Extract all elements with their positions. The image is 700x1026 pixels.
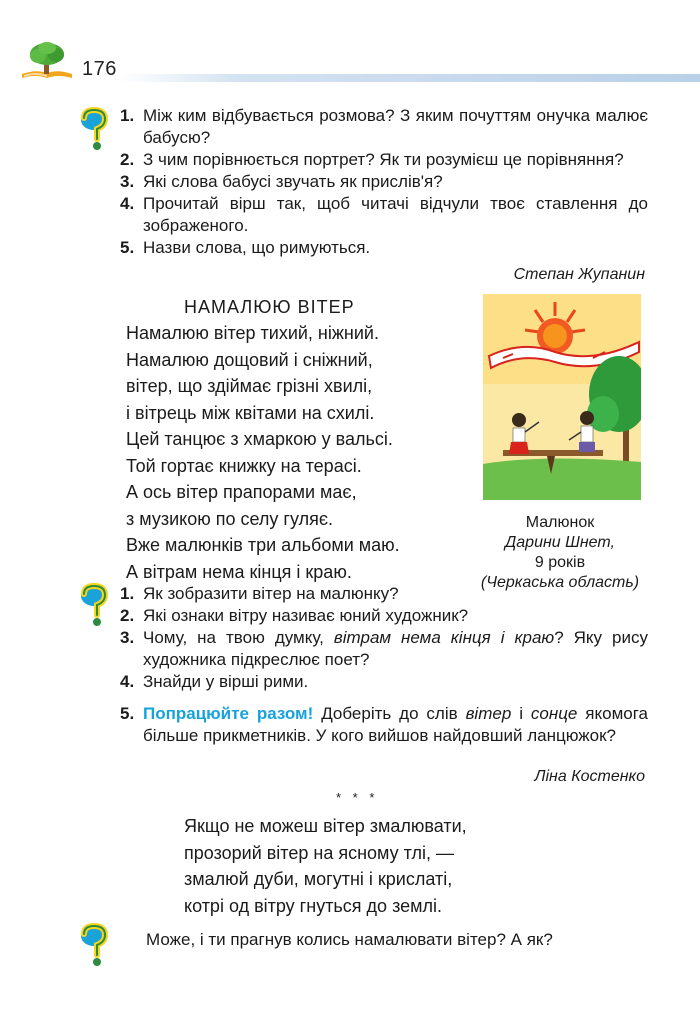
question-text: Як зобразити вітер на малюнку? [143, 584, 399, 603]
poem2-body [184, 813, 467, 919]
text-run: Доберіть до слів [313, 704, 466, 723]
poem-line: А вітрам нема кінця і краю. [126, 561, 352, 582]
final-question: Може, і ти прагнув колись намалювати вітер? А як? [146, 930, 553, 949]
list-item [120, 605, 648, 627]
list-item [120, 671, 648, 693]
page-number: 176 [82, 58, 117, 80]
list-item [120, 171, 648, 193]
question-number: 1. [120, 584, 135, 603]
question-list-1 [120, 105, 648, 259]
poem-line: Цей танцює з хмаркою у вальсі. [126, 429, 393, 449]
text-run: і [511, 704, 531, 723]
question-text: Назви слова, що римуються. [143, 238, 371, 257]
poem-title: НАМАЛЮЮ ВІТЕР [184, 297, 355, 317]
list-item [120, 149, 648, 171]
question-text: Які слова бабусі звучать як прислів'я? [143, 172, 443, 191]
poem-body [126, 320, 400, 585]
text-run: якомога більше прикметників. У кого вийшов найдовший ланцюжок? [143, 704, 648, 745]
list-item [120, 627, 648, 671]
poem-line: Намалюю дощовий і сніжний, [126, 349, 373, 370]
question-number: 2. [120, 606, 135, 625]
author-zhupanyn: Степан Жупанин [513, 266, 645, 283]
question-text: Між ким відбувається розмова? З яким почуттям онучка малює бабусю? [143, 106, 648, 147]
child-drawing-illustration [483, 294, 641, 500]
question-number: 1. [120, 106, 135, 125]
list-item [120, 583, 450, 605]
question-number: 5. [120, 704, 135, 723]
tree-book-logo-icon [16, 40, 78, 80]
list-item [120, 105, 648, 149]
caption-artist: Дарини Шнет, [505, 534, 615, 551]
list-item [120, 193, 648, 237]
question-list-2a [120, 583, 450, 605]
poem-line: з музикою по селу гуляє. [126, 508, 334, 529]
poem-line: Вже малюнків три альбоми маю. [126, 535, 400, 555]
question-mark-icon [78, 106, 118, 152]
section-separator: * * * [336, 790, 379, 805]
question-number: 5. [120, 238, 135, 257]
poem-line: А ось вітер прапорами має, [126, 482, 357, 502]
question-text: Знайди у вірші рими. [143, 672, 309, 691]
question-list-2b [120, 605, 648, 747]
poem-line: котрі од вітру гнуться до землі. [184, 895, 443, 916]
list-item [120, 703, 648, 747]
question-number: 4. [120, 672, 135, 691]
italic-word: сонце [530, 704, 578, 723]
italic-word: вітер [465, 704, 512, 723]
group-work-highlight: Попрацюйте разом! [143, 704, 314, 723]
poem-line: вітер, що здіймає грізні хвилі, [126, 376, 373, 396]
caption-region: (Черкаська область) [480, 574, 640, 591]
question-number: 3. [120, 172, 135, 191]
header-rule [120, 74, 700, 82]
text-run: ? Яку рису художника підкреслює поет? [143, 628, 648, 669]
caption-line: 9 років [534, 554, 586, 571]
list-item [120, 237, 648, 259]
poem-line: Намалюю вітер тихий, ніжний. [126, 323, 379, 343]
text-run: Чому, на твою думку, [143, 628, 334, 647]
caption-line: Малюнок [525, 514, 595, 531]
author-kostenko: Ліна Костенко [534, 768, 645, 785]
poem-line: змалюй дуби, могутні і крислаті, [184, 869, 453, 889]
question-text: Які ознаки вітру називає юний художник? [143, 606, 469, 625]
poem-line: Той гортає книжку на терасі. [126, 455, 362, 476]
question-number: 4. [120, 194, 135, 213]
question-mark-icon [78, 582, 118, 628]
poem-line: Якщо не можеш вітер змалювати, [184, 816, 467, 836]
question-number: 2. [120, 150, 135, 169]
italic-quote: вітрам нема кінця і краю [333, 628, 555, 647]
illustration-caption [460, 513, 660, 593]
question-text: Прочитай вірш так, щоб читачі відчули твоє ставлення до зображеного. [143, 194, 648, 235]
poem-line: і вітрець між квітами на схилі. [126, 402, 375, 423]
question-mark-icon [78, 922, 118, 968]
question-text [143, 627, 648, 671]
question-text [143, 703, 648, 747]
question-text: З чим порівнюється портрет? Як ти розумієш це порівняння? [143, 150, 624, 169]
poem-line: прозорий вітер на ясному тлі, — [184, 842, 454, 863]
question-number: 3. [120, 628, 135, 647]
